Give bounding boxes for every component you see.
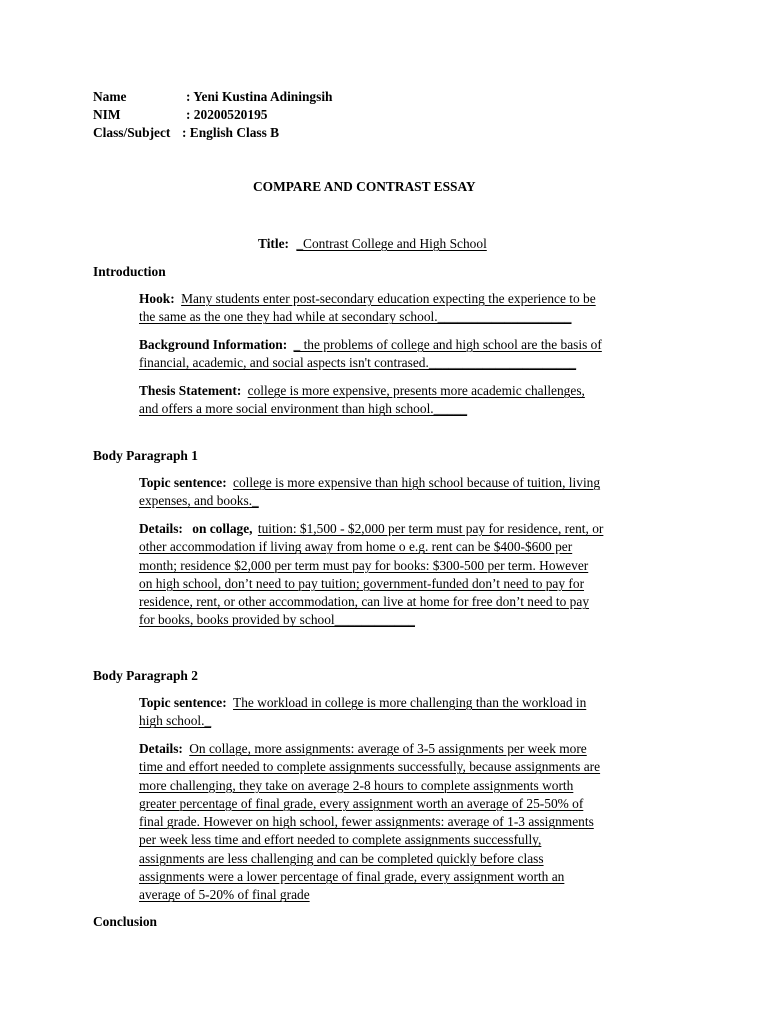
essay-title-label: Title: xyxy=(258,236,289,251)
body1-topic-line: expenses, and books._ xyxy=(139,493,259,509)
body2-topic-line: high school._ xyxy=(139,713,212,729)
body2-details-section xyxy=(139,740,684,905)
thesis-label: Thesis Statement: xyxy=(139,383,242,398)
body1-details-line: month; residence $2,000 per term must pay for books: $300-500 per term. However xyxy=(139,557,589,573)
body1-topic-line: college is more expensive than high school because of tuition, living xyxy=(233,475,601,490)
conclusion-heading: Conclusion xyxy=(93,914,157,929)
body1-details-prefix: on collage, xyxy=(192,521,253,536)
body2-details-line: time and effort needed to complete assignments successfully, because assignments are xyxy=(139,759,601,775)
essay-title-value: _Contrast College and High School xyxy=(296,236,487,251)
name-label: Name xyxy=(93,89,127,104)
nim-label: NIM xyxy=(93,107,121,122)
class-value: : English Class B xyxy=(182,125,280,140)
body1-details-line: other accommodation if living away from home o e.g. rent can be $400-$600 per xyxy=(139,539,573,555)
document-title: COMPARE AND CONTRAST ESSAY xyxy=(253,179,476,194)
body1-details-section xyxy=(139,520,684,630)
background-section xyxy=(139,336,684,373)
body1-details-line: tuition: $1,500 - $2,000 per term must pay for residence, rent, or xyxy=(257,521,604,536)
body1-topic-section xyxy=(139,474,684,511)
body1-details-line: on high school, don’t need to pay tuition; government-funded don’t need to pay for xyxy=(139,575,585,591)
body2-details-line: average of 5-20% of final grade xyxy=(139,887,310,903)
hook-section xyxy=(139,290,684,327)
body1-details-line: residence, rent, or other accommodation, can live at home for free don’t need to pay xyxy=(139,594,590,610)
thesis-line: college is more expensive, presents more academic challenges, xyxy=(247,383,585,398)
body2-details-line: assignments were a lower percentage of final grade, every assignment worth an xyxy=(139,869,565,885)
body1-heading: Body Paragraph 1 xyxy=(93,448,198,463)
hook-label: Hook: xyxy=(139,291,175,306)
body2-details-line: per week less time and effort needed to complete assignments successfully, xyxy=(139,832,542,848)
hook-line: the same as the one they had while at secondary school.____________________ xyxy=(139,309,572,325)
body2-details-line: greater percentage of final grade, every assignment worth an average of 25-50% of xyxy=(139,795,584,811)
body2-details-label: Details: xyxy=(139,741,183,756)
thesis-section xyxy=(139,382,684,419)
background-line: financial, academic, and social aspects isn't contrased.______________________ xyxy=(139,355,577,371)
hook-line: Many students enter post-secondary education expecting the experience to be xyxy=(181,291,596,306)
body1-details-line: for books, books provided by school____________ xyxy=(139,612,415,628)
body2-topic-line: The workload in college is more challenging than the workload in xyxy=(233,695,587,710)
thesis-line: and offers a more social environment than high school._____ xyxy=(139,401,468,417)
body2-details-line: On collage, more assignments: average of 3-5 assignments per week more xyxy=(189,741,587,756)
nim-value: : 20200520195 xyxy=(186,107,268,122)
essay-title-row xyxy=(258,235,487,253)
body2-details-line: more challenging, they take on average 2-8 hours to complete assignments worth xyxy=(139,777,574,793)
body2-details-line: final grade. However on high school, fewer assignments: average of 1-3 assignments xyxy=(139,814,594,830)
background-line: _ the problems of college and high school are the basis of xyxy=(293,337,602,352)
body1-topic-label: Topic sentence: xyxy=(139,475,227,490)
body2-topic-section xyxy=(139,694,684,731)
body2-heading: Body Paragraph 2 xyxy=(93,668,198,683)
class-label: Class/Subject xyxy=(93,125,171,140)
body2-details-line: assignments are less challenging and can be completed quickly before class xyxy=(139,850,544,866)
background-label: Background Information: xyxy=(139,337,288,352)
body1-details-label: Details: xyxy=(139,521,183,536)
body2-topic-label: Topic sentence: xyxy=(139,695,227,710)
introduction-heading: Introduction xyxy=(93,264,166,279)
name-value: : Yeni Kustina Adiningsih xyxy=(186,89,333,104)
